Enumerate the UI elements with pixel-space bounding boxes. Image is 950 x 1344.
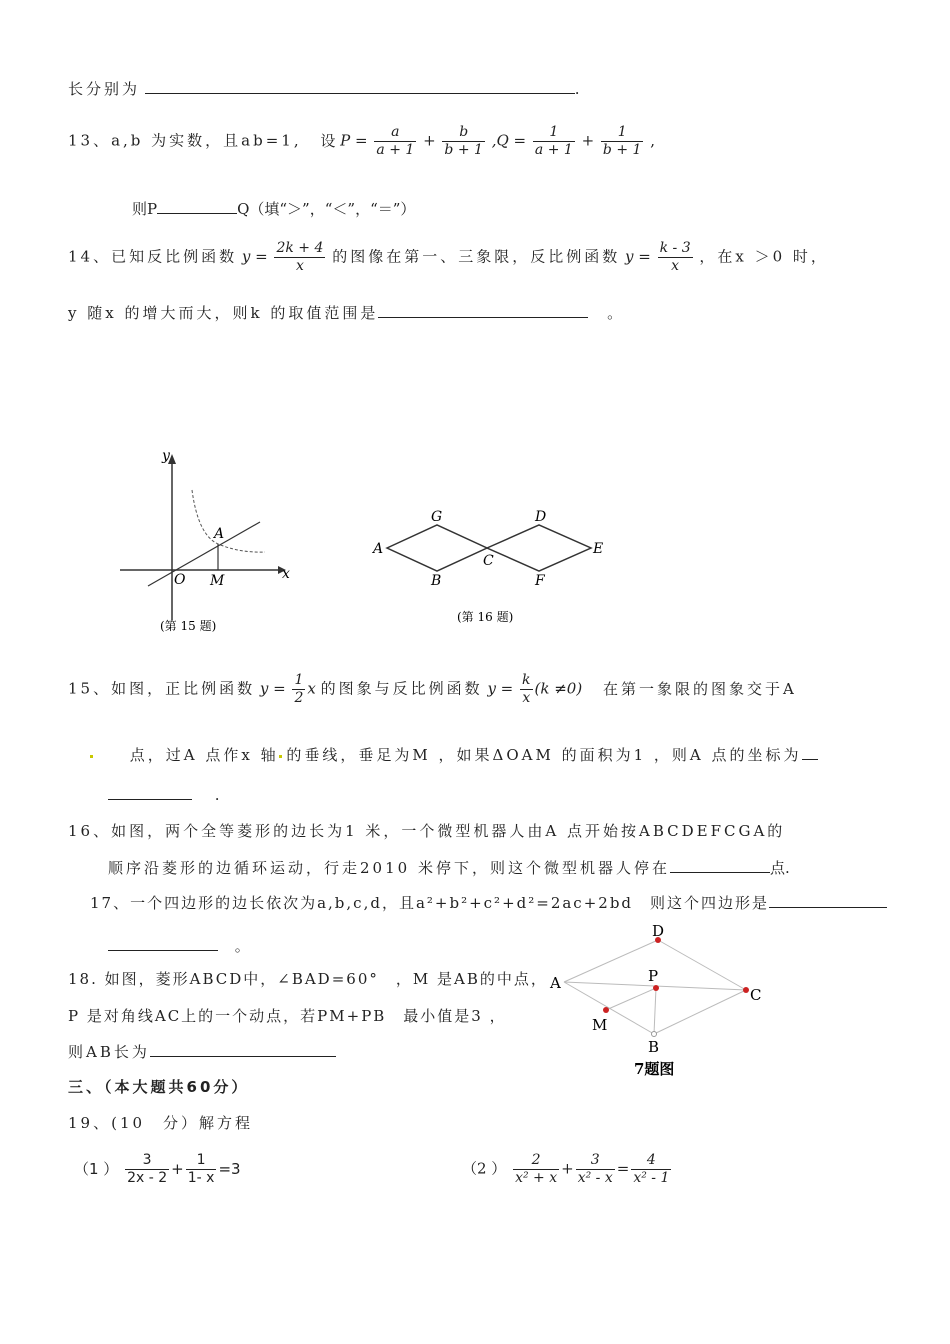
- label-A: A: [214, 526, 225, 542]
- caption-16: (第 16 题): [457, 610, 514, 624]
- rhombus-left: [387, 525, 487, 571]
- q16-line2: 顺序沿菱形的边循环运动，行走2010 米停下，则这个微型机器人停在 点.: [108, 859, 790, 877]
- caption-7: 7题图: [634, 1060, 675, 1078]
- q19-p1-frac2: $\frac{1}{1- x}$: [187, 1152, 215, 1186]
- q17-line1: 17、一个四边形的边长依次为a,b,c,d，且a²+b²+c²+d²=2ac+2bd 则这个四边形是: [90, 892, 887, 913]
- label-E: E: [593, 541, 604, 557]
- label-D: D: [535, 509, 547, 525]
- label-B: B: [431, 573, 442, 589]
- q17-answer-blank-b[interactable]: [108, 938, 218, 951]
- q19-p2-frac1: $\frac{2}{\text{x² + x}}$: [515, 1152, 558, 1186]
- label-G: G: [431, 509, 443, 525]
- q15-line2: 点，过A 点作x 轴 的垂线，垂足为M ，如果ΔOAM 的面积为1 ，则A 点的坐标为: [90, 744, 818, 765]
- label-x: x: [282, 566, 290, 582]
- point-P: [653, 985, 659, 991]
- q19-p1-frac1: $\frac{3}{2x - 2}$: [127, 1152, 168, 1186]
- point-B: [652, 1032, 657, 1037]
- q14-frac2: $\frac{k - 3}{x}$: [659, 240, 691, 274]
- label-F: F: [535, 573, 545, 589]
- q15-answer-blank-b[interactable]: [108, 787, 192, 800]
- q14-answer-blank[interactable]: [378, 305, 588, 318]
- proportional-line: [148, 522, 260, 586]
- q15-line1: 15、如图，正比例函数 y = $\frac{1}{2}$ x 的图象与反比例函数 y = $\frac{k}{x}$ (k ≠0) 在第一象限的图象交于A: [68, 672, 797, 706]
- figure-15: [110, 440, 310, 640]
- q19-p2-frac2: $\frac{3}{\text{x² - x}}$: [577, 1152, 613, 1186]
- q18-line1: 18. 如图，菱形ABCD中，∠BAD=60° ，M 是AB的中点，: [68, 970, 548, 988]
- q13-frac-1b: $\frac{1}{b + 1}$: [602, 124, 642, 158]
- caption-15: (第 15 题): [160, 619, 217, 633]
- q15-frac-half: $\frac{1}{2}$: [294, 672, 304, 706]
- q15-answer-blank-a[interactable]: [802, 747, 818, 760]
- q13-frac-a: $\frac{a}{a + 1}$: [376, 124, 415, 158]
- label-O: O: [174, 572, 186, 588]
- q15-line3: .: [108, 786, 220, 804]
- q12-text: 长分别为: [68, 80, 141, 98]
- label-y: y: [162, 448, 170, 464]
- q17-line2: 。: [108, 935, 250, 956]
- q13-line1: 13、a,b 为实数，且ab=1, 设 P = $\frac{a}{a + 1}$ + $\frac{b}{b + 1}$ ,Q = $\frac{1}{a + 1}$ + $\frac{1}{b + 1}$ ,: [68, 124, 655, 158]
- q13-prefix: 13、a,b 为实数，且ab=1,: [68, 131, 302, 150]
- point-M: [603, 1007, 609, 1013]
- label-B: B: [648, 1038, 660, 1056]
- label-C: C: [483, 553, 494, 569]
- q19-part1: （1 ） $\frac{3}{2x - 2}$ + $\frac{1}{1- x}$ =3: [74, 1152, 241, 1186]
- speck-mark: [279, 755, 282, 758]
- label-D: D: [652, 922, 665, 940]
- point-C: [743, 987, 749, 993]
- q15-frac-k: $\frac{k}{x}$: [522, 672, 531, 706]
- q13-Q: ,Q =: [491, 131, 527, 150]
- label-P: P: [648, 967, 659, 985]
- q14-line1: 14、已知反比例函数 y = $\frac{2k + 4}{x}$ 的图像在第一、三象限，反比例函数 y = $\frac{k - 3}{x}$ ，在x ＞0 时，: [68, 240, 829, 274]
- q13-line2: 则P Q（填“＞”，“＜”，“＝”）: [132, 200, 416, 218]
- q16-answer-blank[interactable]: [670, 860, 770, 873]
- speck-mark: [90, 755, 93, 758]
- q16-line1: 16、如图，两个全等菱形的边长为1 米，一个微型机器人由A 点开始按ABCDEFCGA的: [68, 822, 786, 840]
- q14-line2: y 随x 的增大而大，则k 的取值范围是 。: [68, 304, 623, 322]
- q13-frac-b: $\frac{b}{b + 1}$: [444, 124, 483, 158]
- q18-line2: P 是对角线AC上的一个动点，若PM+PB 最小值是3 ，: [68, 1007, 507, 1025]
- q18-line3: 则AB长为: [68, 1041, 336, 1062]
- label-M: M: [592, 1016, 608, 1034]
- q13-frac-1a: $\frac{1}{a + 1}$: [534, 124, 573, 158]
- rhombus-right: [487, 525, 591, 571]
- q14-frac1: $\frac{2k + 4}{x}$: [276, 240, 324, 274]
- label-A: A: [373, 541, 384, 557]
- q18-answer-blank[interactable]: [150, 1044, 336, 1057]
- q17-answer-blank-a[interactable]: [769, 895, 887, 908]
- figure-7: [540, 922, 780, 1082]
- q12-answer-blank[interactable]: [145, 81, 575, 94]
- q12-tail: 长分别为 .: [68, 80, 580, 98]
- q19-p2-frac3: $\frac{4}{\text{x² - 1}}$: [633, 1152, 670, 1186]
- hyperbola-curve: [192, 490, 265, 552]
- figure-16: [365, 505, 625, 630]
- q19-title: 19、(10 分）解方程: [68, 1114, 254, 1132]
- label-A: A: [550, 974, 561, 992]
- q13-answer-blank[interactable]: [157, 201, 237, 214]
- q19-part2: （2 ） $\frac{2}{\text{x² + x}}$ + $\frac{3}{\text{x² - x}}$ = $\frac{4}{\text{x² - 1}}$: [462, 1152, 670, 1186]
- section-3-title: 三、（本大题共60分）: [68, 1078, 250, 1096]
- label-M: M: [210, 573, 225, 589]
- q13-P: P =: [340, 131, 368, 150]
- label-C: C: [750, 986, 762, 1004]
